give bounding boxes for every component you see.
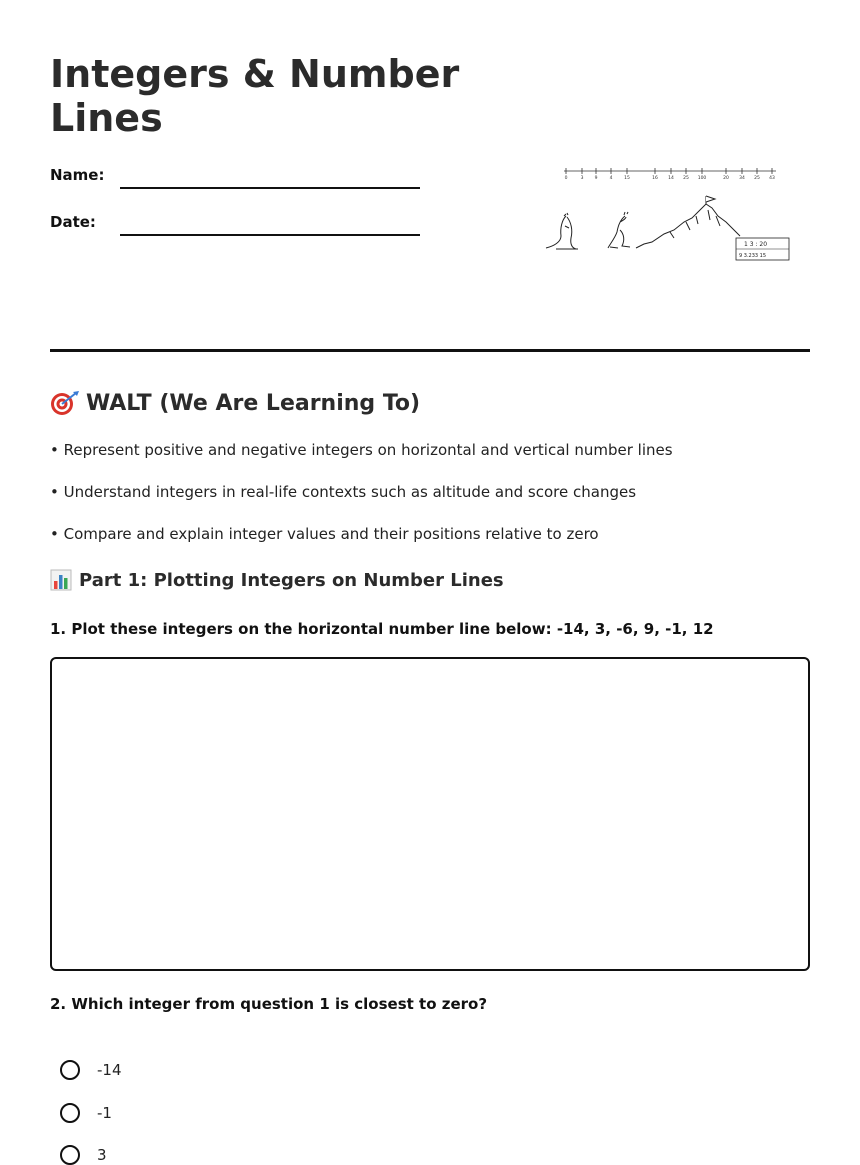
ruler-label: 25 bbox=[754, 176, 760, 181]
walt-heading bbox=[50, 390, 420, 416]
table-bottom-text: 9 3.233 15 bbox=[739, 253, 767, 259]
option-label: -1 bbox=[97, 1104, 112, 1122]
radio-button[interactable] bbox=[60, 1145, 80, 1165]
question-2: 2. Which integer from question 1 is closest to zero? bbox=[50, 995, 488, 1013]
header-divider bbox=[50, 349, 810, 352]
mountain-icon bbox=[636, 196, 740, 248]
walt-bullet: • Understand integers in real-life contexts such as altitude and score changes bbox=[50, 483, 637, 501]
q1-number-line-area[interactable] bbox=[50, 657, 810, 971]
ruler-label: 100 bbox=[697, 176, 707, 181]
ruler-label: 34 bbox=[739, 176, 745, 181]
page-title: Integers & Number Lines bbox=[50, 52, 460, 140]
option-label: 3 bbox=[97, 1146, 107, 1164]
ruler-label: 20 bbox=[723, 176, 729, 181]
date-label: Date: bbox=[50, 213, 96, 231]
part1-heading-text: Part 1: Plotting Integers on Number Lines bbox=[79, 569, 504, 591]
kangaroo-icon bbox=[546, 213, 578, 249]
ruler-label: 15 bbox=[624, 176, 630, 181]
option-label: -14 bbox=[97, 1061, 122, 1079]
walt-bullet: • Represent positive and negative integers on horizontal and vertical number lines bbox=[50, 441, 673, 459]
part1-heading bbox=[50, 569, 504, 591]
date-input-line[interactable] bbox=[120, 234, 420, 236]
bar-chart-icon bbox=[50, 569, 72, 591]
name-input-line[interactable] bbox=[120, 187, 420, 189]
radio-button[interactable] bbox=[60, 1060, 80, 1080]
kangaroo-icon bbox=[608, 212, 630, 248]
walt-bullet: • Compare and explain integer values and their positions relative to zero bbox=[50, 525, 599, 543]
question-1: 1. Plot these integers on the horizontal number line below: -14, 3, -6, 9, -1, 12 bbox=[50, 620, 714, 638]
ruler-label: 9 bbox=[594, 176, 598, 181]
table-top-text: 1 3 : 20 bbox=[744, 241, 768, 248]
data-table-graphic bbox=[736, 238, 789, 260]
name-label: Name: bbox=[50, 166, 105, 184]
ruler-label: 4 bbox=[609, 176, 613, 181]
date-field bbox=[50, 213, 420, 243]
ruler-label: 25 bbox=[683, 176, 689, 181]
radio-button[interactable] bbox=[60, 1103, 80, 1123]
ruler-label: 3 bbox=[580, 176, 584, 181]
illustration-number-line bbox=[564, 168, 776, 174]
q2-option[interactable] bbox=[60, 1103, 112, 1123]
name-field bbox=[50, 166, 420, 196]
ruler-label: 16 bbox=[652, 176, 658, 181]
walt-heading-text: WALT (We Are Learning To) bbox=[86, 390, 421, 416]
target-icon bbox=[50, 390, 80, 416]
q2-option[interactable] bbox=[60, 1060, 122, 1080]
q2-option[interactable] bbox=[60, 1145, 107, 1165]
ruler-label: 0 bbox=[564, 176, 568, 181]
ruler-label: 43 bbox=[769, 176, 775, 181]
ruler-label: 14 bbox=[668, 176, 674, 181]
header-illustration bbox=[540, 160, 790, 270]
